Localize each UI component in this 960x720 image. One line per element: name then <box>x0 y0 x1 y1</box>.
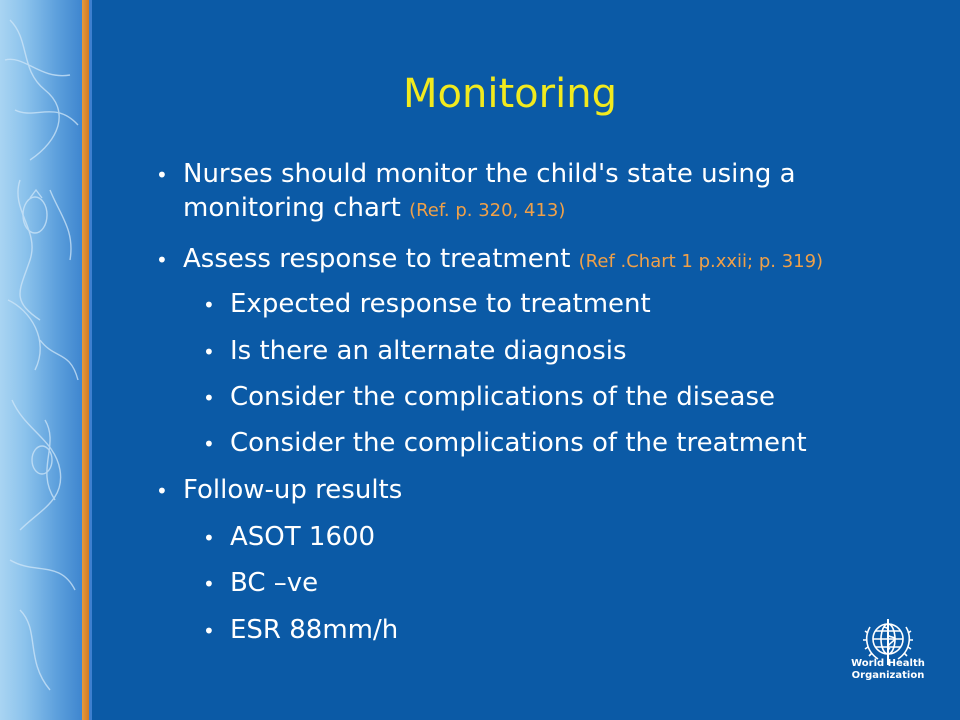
bullet-marker: • <box>203 340 215 364</box>
bullet-marker: • <box>203 619 215 643</box>
logo-line: Organization <box>851 670 925 681</box>
logo-line: World Health <box>851 658 925 669</box>
bullet-text: Assess response to treatment <box>183 244 571 274</box>
bullet-marker: • <box>203 432 215 456</box>
reference-note: (Ref .Chart 1 p.xxii; p. 319) <box>578 251 824 272</box>
bullet-follow-up-results: Follow-up results <box>183 475 403 505</box>
bullet-marker: • <box>156 479 168 503</box>
sub-bullet-alternate-diagnosis: Is there an alternate diagnosis <box>230 336 627 366</box>
sub-bullet-expected-response: Expected response to treatment <box>230 289 651 319</box>
accent-rule-inner <box>89 0 92 720</box>
bullet-nurses-monitor <box>183 157 796 228</box>
who-logo-text <box>838 658 938 682</box>
sketch-illustration-icon <box>0 0 82 720</box>
bullet-marker: • <box>156 248 168 272</box>
bullet-marker: • <box>203 526 215 550</box>
decorative-sidebar <box>0 0 82 720</box>
sub-bullet-disease-complications: Consider the complications of the disease <box>230 382 776 412</box>
slide-title: Monitoring <box>403 71 617 117</box>
sub-bullet-bc: BC –ve <box>230 568 319 598</box>
bullet-marker: • <box>203 293 215 317</box>
bullet-assess-response <box>183 242 823 279</box>
bullet-marker: • <box>156 163 168 187</box>
accent-rule <box>82 0 89 720</box>
reference-note: (Ref. p. 320, 413) <box>409 200 566 221</box>
bullet-text: monitoring chart <box>183 193 401 223</box>
bullet-text: Nurses should monitor the child's state using a <box>183 159 796 189</box>
sub-bullet-treatment-complications: Consider the complications of the treatment <box>230 428 807 458</box>
sub-bullet-esr: ESR 88mm/h <box>230 615 399 645</box>
sub-bullet-asot: ASOT 1600 <box>230 522 376 552</box>
bullet-marker: • <box>203 386 215 410</box>
bullet-marker: • <box>203 572 215 596</box>
